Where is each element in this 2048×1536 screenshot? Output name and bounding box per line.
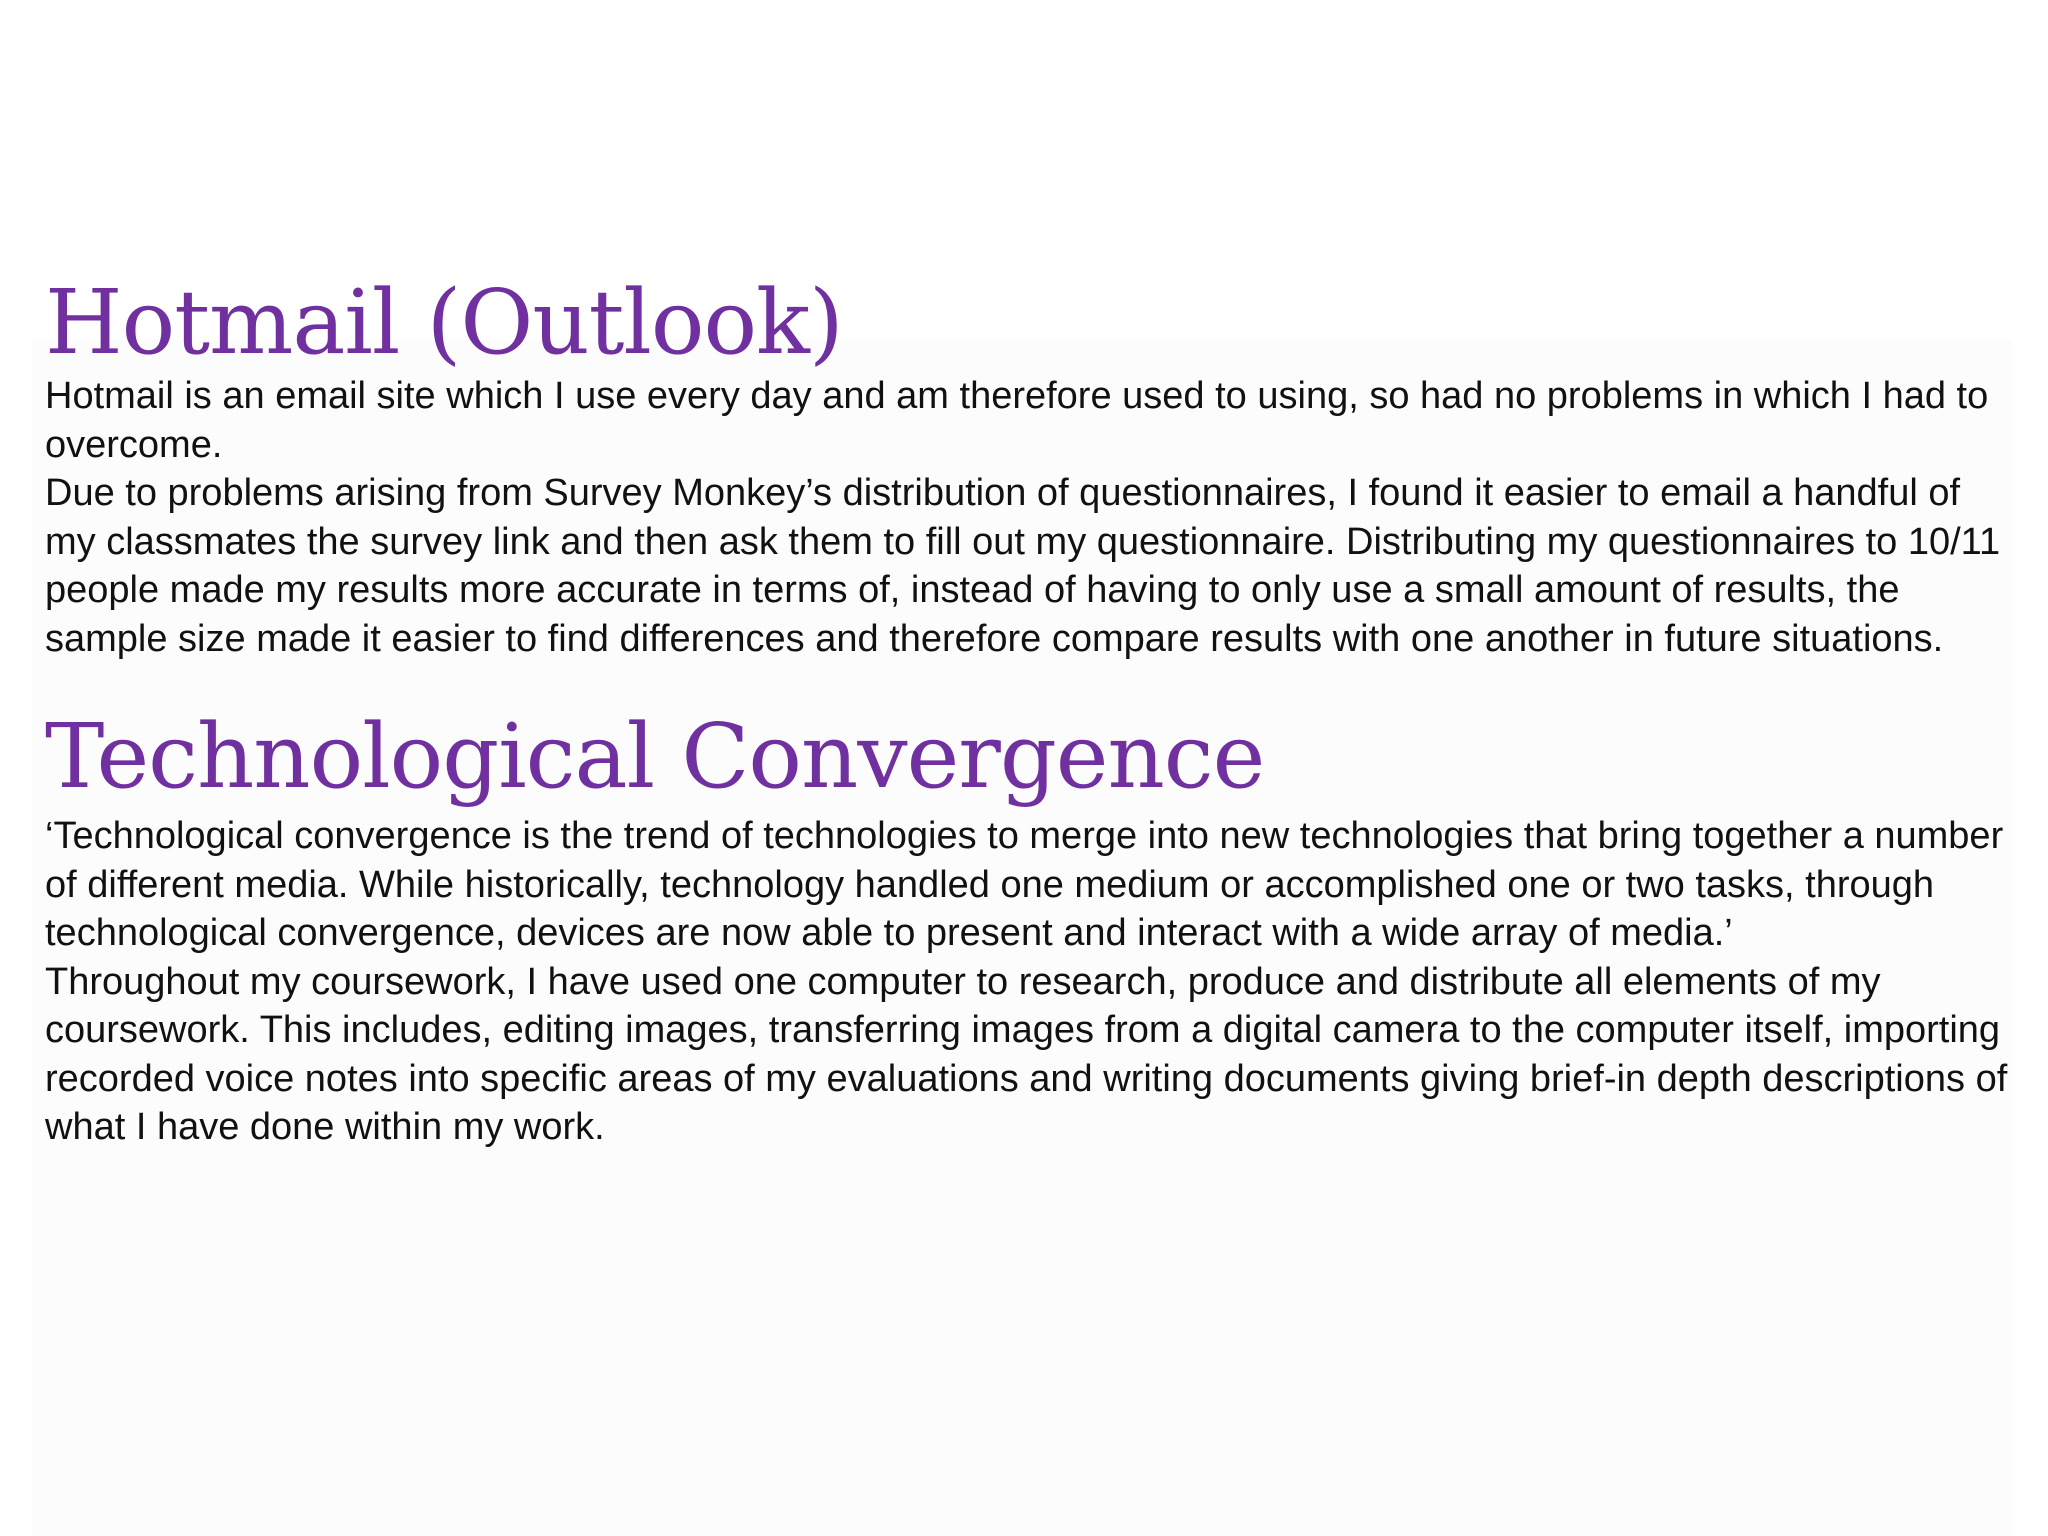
- paragraph-hotmail-usage: Hotmail is an email site which I use every day and am therefore used to using, so had no problems in which I had to overcome.: [45, 375, 1989, 466]
- section-technological-convergence: [45, 706, 2015, 1152]
- section-heading-technological-convergence: Technological Convergence: [45, 704, 1265, 808]
- paragraph-hotmail-distribution: Due to problems arising from Survey Monkey’s distribution of questionnaires, I found it easier to email a handful of my classmates the survey link and then ask them to fill out my questionnaire. Distributing my questionnaires to 10/11 people made my results more accurate in terms of, instead of having to only use a small amount of results, the sample size made it easier to find differences and therefore compare results with one another in future situations.: [45, 472, 2001, 660]
- slide-content: [45, 272, 2015, 1152]
- section-heading-hotmail: Hotmail (Outlook): [45, 270, 843, 374]
- section-hotmail: [45, 272, 2015, 663]
- paragraph-convergence-coursework: Throughout my coursework, I have used one computer to research, produce and distribute all elements of my coursework. This includes, editing images, transferring images from a digital camera to the computer itself, importing recorded voice notes into specific areas of my evaluations and writing documents giving brief-in depth descriptions of what I have done within my work.: [45, 960, 2008, 1148]
- paragraph-convergence-definition: ‘Technological convergence is the trend of technologies to merge into new technologies that bring together a number of different media. While historically, technology handled one medium or accomplished one or two tasks, through technological convergence, devices are now able to present and interact with a wide array of media.’: [45, 815, 2004, 954]
